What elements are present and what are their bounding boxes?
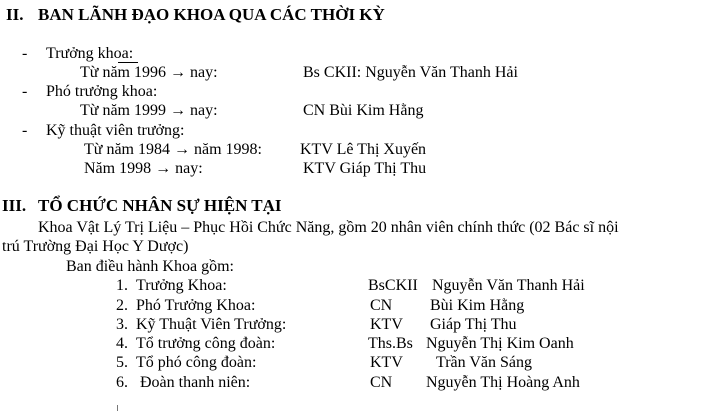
member-name: Giáp Thị Thu [430,316,517,333]
member-number: 6. [116,374,128,391]
member-name: Bùi Kim Hằng [430,297,525,314]
bullet-dash: - [22,45,28,62]
bullet-dash: - [22,122,28,139]
board-label: Ban điều hành Khoa gồm: [66,258,234,275]
member-number: 3. [116,316,128,333]
member-role: Kỹ Thuật Viên Trưởng: [136,316,287,333]
member-number: 5. [116,354,128,371]
member-role: Trưởng Khoa: [136,277,227,294]
person-head-1: Bs CKII: Nguyễn Văn Thanh Hải [303,64,518,81]
intro-line-1: Khoa Vật Lý Trị Liệu – Phục Hồi Chức Năng, gồm 20 nhân viên chính thức (02 Bác sĩ nội [38,219,619,236]
period-chief-tech-1: Từ năm 1984 → năm 1998: [84,141,262,158]
group-label-deputy: Phó trưởng khoa: [46,83,158,100]
member-number: 2. [116,297,128,314]
label-underline [118,62,138,63]
member-title: Ths.Bs [368,335,413,352]
group-label-chief-tech: Kỹ thuật viên trưởng: [46,122,185,139]
member-title: KTV [370,316,403,333]
group-label-head [46,45,133,63]
member-name: Nguyễn Văn Thanh Hải [432,277,585,294]
member-title: CN [370,374,393,391]
bullet-dash: - [22,83,28,100]
period-head-1: Từ năm 1996 → nay: [80,64,218,81]
member-name: Nguyễn Thị Kim Oanh [426,335,574,352]
member-name: Nguyễn Thị Hoàng Anh [426,374,580,391]
member-role: Phó Trưởng Khoa: [136,297,256,314]
person-deputy-1: CN Bùi Kim Hằng [303,102,424,119]
stray-mark [117,405,118,411]
section-3-title: TỔ CHỨC NHÂN SỰ HIỆN TẠI [38,196,282,215]
person-chief-tech-2: KTV Giáp Thị Thu [303,160,427,177]
intro-line-2: trú Trường Đại Học Y Dược) [2,238,189,255]
member-role: Tổ trưởng công đoàn: [136,335,276,352]
period-chief-tech-2: Năm 1998 → nay: [84,160,203,177]
member-title: BsCKII [368,277,418,294]
member-number: 1. [116,277,128,294]
person-chief-tech-1: KTV Lê Thị Xuyến [300,141,427,158]
section-3-number: III. [2,196,27,215]
section-2-title: BAN LÃNH ĐẠO KHOA QUA CÁC THỜI KỲ [38,5,385,24]
group-label-head-text: Trưởng khoa: [46,45,134,62]
member-name: Trần Văn Sáng [436,354,533,371]
member-role: Đoàn thanh niên: [140,374,251,391]
section-2-number: II. [6,5,24,24]
member-role: Tổ phó công đoàn: [136,354,257,371]
member-title: KTV [370,354,403,371]
period-deputy-1: Từ năm 1999 → nay: [80,102,218,119]
member-title: CN [370,297,393,314]
member-number: 4. [116,335,128,352]
